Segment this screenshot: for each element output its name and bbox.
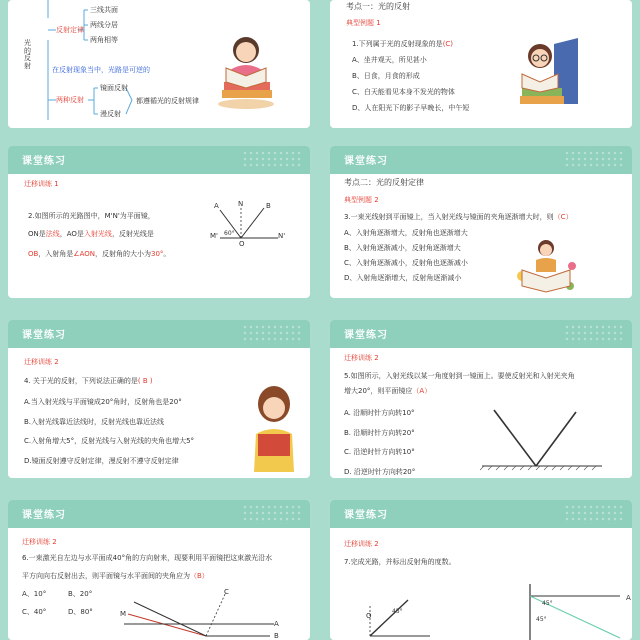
header-dots-decoration: [564, 150, 624, 170]
slide-training-1: [8, 146, 310, 298]
training-label: 迁移训练 2: [22, 538, 57, 546]
option-a: A. 沿顺时针方向转10°: [344, 409, 415, 417]
question-body: 1.下列属于光的反射现象的是: [352, 40, 443, 48]
diagram-label-n: N: [238, 200, 244, 208]
option-d: D.镜面反射遵守反射定律，漫反射不遵守反射定律: [24, 457, 179, 465]
option-b: B、入射角逐渐减小，反射角逐渐增大: [344, 244, 461, 252]
girl-reading-illustration: [216, 30, 286, 110]
option-c: C.入射角增大5°，反射光线与入射光线的夹角也增大5°: [24, 437, 195, 445]
slide-header: [8, 320, 310, 348]
diagram-label-a: A: [214, 202, 219, 210]
option-c: C. 沿逆时针方向转10°: [344, 448, 415, 456]
law-item-3: 两角相等: [90, 36, 118, 44]
q2-line3-f: 。: [163, 250, 171, 258]
branch-reflection-law: 反射定律: [56, 26, 84, 34]
slide-header: [330, 146, 632, 174]
header-dots-decoration: [564, 324, 624, 344]
q2-answer-incident: 入射光线: [83, 230, 112, 238]
header-dots-decoration: [242, 324, 302, 344]
slide-training-2-q7: [330, 500, 632, 640]
q6-label-a: A: [274, 620, 279, 628]
q7-angle-2: 45°: [542, 600, 553, 607]
q5-line-1: 5.如图所示，入射光线以某一角度射到一镜面上。要使反射光和入射光夹角: [344, 372, 575, 380]
reflection-type-2: 漫反射: [100, 110, 121, 118]
q6-line-1: 6.一束激光自左边与水平面成40°角的方向射来，现要利用平面镜把这束激光沿水: [22, 554, 273, 562]
option-c: C、40°: [22, 608, 47, 616]
q2-line2-c: ，AO是: [59, 230, 84, 238]
question-answer: （C）: [553, 213, 573, 221]
law-item-2: 两线分居: [90, 21, 118, 29]
header-dots-decoration: [242, 504, 302, 524]
q5-mirror-diagram: [480, 404, 610, 474]
option-d: D. 沿逆时针方向转20°: [344, 468, 416, 476]
q6-line2-body: 平方向向右反射出去，则平面镜与水平面间的夹角应为: [22, 572, 190, 580]
branch-two-reflections: 两种反射: [56, 96, 84, 104]
typical-example-label: 典型例题 2: [344, 196, 379, 204]
slide-header-title: 课堂练习: [344, 156, 388, 167]
question-text: [24, 377, 153, 385]
slide-header-title: 课堂练习: [344, 330, 388, 341]
q7-right-diagram: [510, 582, 630, 640]
q7-label-o: O: [366, 612, 372, 620]
q2-answer-reflection-angle: 30°: [151, 250, 164, 258]
diagram-label-m: M': [210, 232, 218, 240]
question-body: 4. 关于光的反射，下列说法正确的是: [24, 377, 138, 385]
option-d: D、80°: [68, 608, 93, 616]
q5-line2-body: 增大20°，则平面镜应: [344, 387, 413, 395]
q7-angle-3: 45°: [536, 616, 547, 623]
training-label: 迁移训练 2: [344, 540, 379, 548]
training-label: 迁移训练 2: [24, 358, 59, 366]
slide-header: [330, 320, 632, 348]
woman-reading-illustration: [244, 384, 304, 474]
question-answer: （A）: [412, 387, 432, 395]
slide-header: [8, 500, 310, 528]
option-d: D、入射角逐渐增大，反射角逐渐减小: [344, 274, 462, 282]
q6-laser-diagram: [124, 592, 284, 640]
boy-reading-illustration: [514, 34, 584, 114]
option-b: B、日食，月食的形成: [352, 72, 420, 80]
q7-label-a: A: [626, 594, 631, 602]
q5-line-2: [344, 387, 431, 395]
typical-example-label: 典型例题 1: [346, 19, 381, 27]
q6-label-b: B: [274, 632, 279, 640]
option-b: B.入射光线靠近法线时，反射光线也靠近法线: [24, 418, 165, 426]
reflection-common-note: 都遵循光的反射规律: [136, 97, 199, 105]
slide-header: [330, 500, 632, 528]
q7-left-diagram: [350, 596, 450, 640]
q2-line2-a: ON是: [28, 230, 46, 238]
slide-header-title: 课堂练习: [22, 330, 66, 341]
training-label: 迁移训练 1: [24, 180, 59, 188]
q2-line-3: [28, 250, 170, 258]
law-item-1: 三线共面: [90, 6, 118, 14]
question-text: [352, 40, 453, 48]
slide-concept-map: [8, 0, 310, 128]
slide-header-title: 课堂练习: [344, 510, 388, 521]
option-c: C、入射角逐渐减小，反射角也逐渐减小: [344, 259, 468, 267]
option-a: A.当入射光线与平面镜成20°角时，反射角也是20°: [24, 398, 182, 406]
reflection-type-1: 镜面反射: [100, 84, 128, 92]
slide-example-1: [330, 0, 632, 128]
option-b: B. 沿顺时针方向转20°: [344, 429, 415, 437]
diagram-label-o: O: [239, 240, 245, 248]
option-c: C、白天能看见本身不发光的物体: [352, 88, 455, 96]
q7-question: 7.完成光路，并标出反射角的度数。: [344, 558, 456, 566]
slide-example-2: [330, 146, 632, 298]
slide-training-2-q4: [8, 320, 310, 478]
training-label: 迁移训练 2: [344, 354, 379, 362]
option-a: A、坐井观天，所见甚小: [352, 56, 427, 64]
q2-line-2: [28, 230, 154, 238]
question-answer: （B）: [190, 572, 209, 580]
question-text: [344, 213, 573, 221]
option-d: D、人在阳光下的影子早晚长，中午短: [352, 104, 470, 112]
slide-header: [8, 146, 310, 174]
header-dots-decoration: [564, 504, 624, 524]
q2-answer-reflected: OB: [28, 250, 39, 258]
option-a: A、入射角逐渐增大，反射角也逐渐增大: [344, 229, 468, 237]
question-answer: ( B ): [137, 377, 153, 385]
q2-line3-d: ，反射角的大小为: [95, 250, 151, 258]
q2-answer-incidence-angle: ∠AON: [73, 250, 95, 258]
question-body: 3.一束光线射到平面镜上，当入射光线与镜面的夹角逐渐增大时，则: [344, 213, 554, 221]
option-b: B、20°: [68, 590, 93, 598]
q6-label-m: M: [120, 610, 127, 618]
q2-answer-normal: 法线: [45, 230, 60, 238]
slide-header-title: 课堂练习: [22, 510, 66, 521]
diagram-label-b: B: [266, 202, 271, 210]
slide-header-title: 课堂练习: [22, 156, 66, 167]
diagram-angle: 60°: [224, 230, 235, 237]
question-answer: (C): [442, 40, 454, 48]
q7-angle-1: 45°: [392, 608, 403, 615]
slide-training-2-q6: [8, 500, 310, 640]
concept-root-label: 光的反射: [24, 39, 31, 71]
slide-training-2-q5: [330, 320, 632, 478]
option-a: A、10°: [22, 590, 47, 598]
girl-with-book-illustration: [512, 236, 582, 298]
reversible-note: 在反射现象当中，光路是可逆的: [52, 66, 150, 74]
diagram-label-nprime: N': [278, 232, 286, 240]
q6-line-2: [22, 572, 209, 580]
q6-label-c: C: [224, 588, 229, 596]
q2-line-1: 2.如图所示的光路图中，M'N'为平面镜，: [28, 212, 155, 220]
point-title: 考点二：光的反射定律: [344, 178, 424, 187]
q2-line2-e: ，反射光线是: [111, 230, 154, 238]
header-dots-decoration: [242, 150, 302, 170]
q2-line3-b: ，入射角是: [38, 250, 74, 258]
point-title: 考点一：光的反射: [346, 2, 410, 11]
